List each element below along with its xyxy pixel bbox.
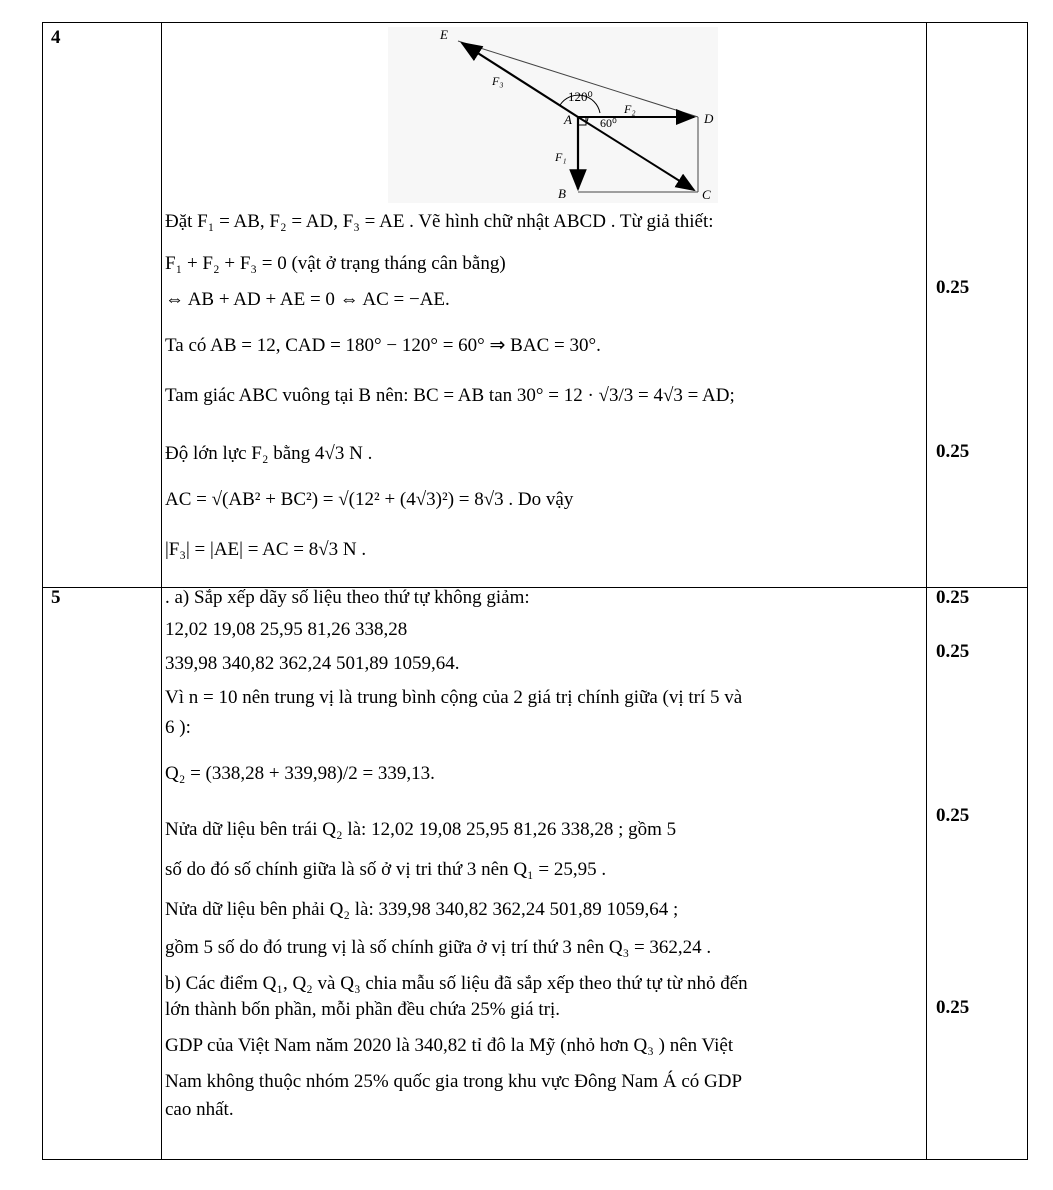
solution-line: Ta có AB = 12, CAD = 180° − 120° = 60° ⇒ BAC = 30°. — [165, 335, 601, 356]
solution-line: Tam giác ABC vuông tại B nên: BC = AB tan 30° = 12 · √3/3 = 4√3 = AD; — [165, 385, 735, 406]
score-value: 0.25 — [936, 997, 970, 1018]
f1-label: F₁ — [555, 150, 567, 164]
solution-line: ⇔ AB + AD + AE = 0 ⇔ AC = −AE. — [165, 289, 450, 310]
solution-line: lớn thành bốn phần, mỗi phần đều chứa 25% giá trị. — [165, 999, 560, 1020]
solution-line: F₁ + F₂ + F₃ = 0 (vật ở trạng tháng cân bằng) — [165, 253, 506, 274]
question-number: 4 — [51, 27, 61, 48]
solution-line: Vì n = 10 nên trung vị là trung bình cộng của 2 giá trị chính giữa (vị trí 5 và — [165, 687, 743, 708]
solution-line: b) Các điểm Q₁, Q₂ và Q₃ chia mẫu số liệu đã sắp xếp theo thứ tự từ nhỏ đến — [165, 973, 748, 994]
angle-60-label: 60⁰ — [600, 116, 617, 130]
point-c-label: C — [702, 187, 711, 202]
solution-line: Nam không thuộc nhóm 25% quốc gia trong khu vực Đông Nam Á có GDP — [165, 1071, 743, 1092]
solution-line: gồm 5 số do đó trung vị là số chính giữa ở vị trí thứ 3 nên Q₃ = 362,24 . — [165, 937, 712, 958]
f3-label: F₃ — [492, 74, 504, 88]
answer-table — [42, 22, 1028, 1160]
solution-line: cao nhất. — [165, 1099, 234, 1120]
column-divider — [161, 23, 162, 1159]
solution-line: GDP của Việt Nam năm 2020 là 340,82 tỉ đô la Mỹ (nhỏ hơn Q₃ ) nên Việt — [165, 1035, 734, 1056]
point-d-label: D — [704, 111, 714, 126]
solution-line: Nửa dữ liệu bên phải Q₂ là: 339,98 340,82 362,24 501,89 1059,64 ; — [165, 899, 679, 920]
f2-label: F₂ — [624, 102, 636, 116]
solution-line: |F₃| = |AE| = AC = 8√3 N . — [165, 539, 367, 560]
solution-line: . a) Sắp xếp dãy số liệu theo thứ tự không giảm: — [165, 587, 530, 608]
score-value: 0.25 — [936, 441, 970, 462]
score-value: 0.25 — [936, 641, 970, 662]
solution-line: 6 ): — [165, 717, 191, 738]
solution-line: 339,98 340,82 362,24 501,89 1059,64. — [165, 653, 460, 674]
solution-line: Độ lớn lực F₂ bằng 4√3 N . — [165, 443, 373, 464]
angle-120-label: 120⁰ — [568, 89, 593, 104]
column-divider — [926, 23, 927, 1159]
force-diagram — [388, 27, 718, 203]
point-e-label: E — [440, 27, 448, 42]
score-value: 0.25 — [936, 587, 970, 608]
solution-line: Đặt F₁ = AB, F₂ = AD, F₃ = AE . Vẽ hình chữ nhật ABCD . Từ giả thiết: — [165, 211, 714, 232]
point-a-label: A — [564, 112, 572, 127]
solution-line: Nửa dữ liệu bên trái Q₂ là: 12,02 19,08 25,95 81,26 338,28 ; gồm 5 — [165, 819, 677, 840]
score-value: 0.25 — [936, 277, 970, 298]
solution-line: số do đó số chính giữa là số ở vị tri thứ 3 nên Q₁ = 25,95 . — [165, 859, 607, 880]
solution-line: Q₂ = (338,28 + 339,98)/2 = 339,13. — [165, 763, 435, 784]
score-value: 0.25 — [936, 805, 970, 826]
question-number: 5 — [51, 587, 61, 608]
solution-line: AC = √(AB² + BC²) = √(12² + (4√3)²) = 8√3 . Do vậy — [165, 489, 574, 510]
solution-line: 12,02 19,08 25,95 81,26 338,28 — [165, 619, 408, 640]
point-b-label: B — [558, 186, 566, 201]
